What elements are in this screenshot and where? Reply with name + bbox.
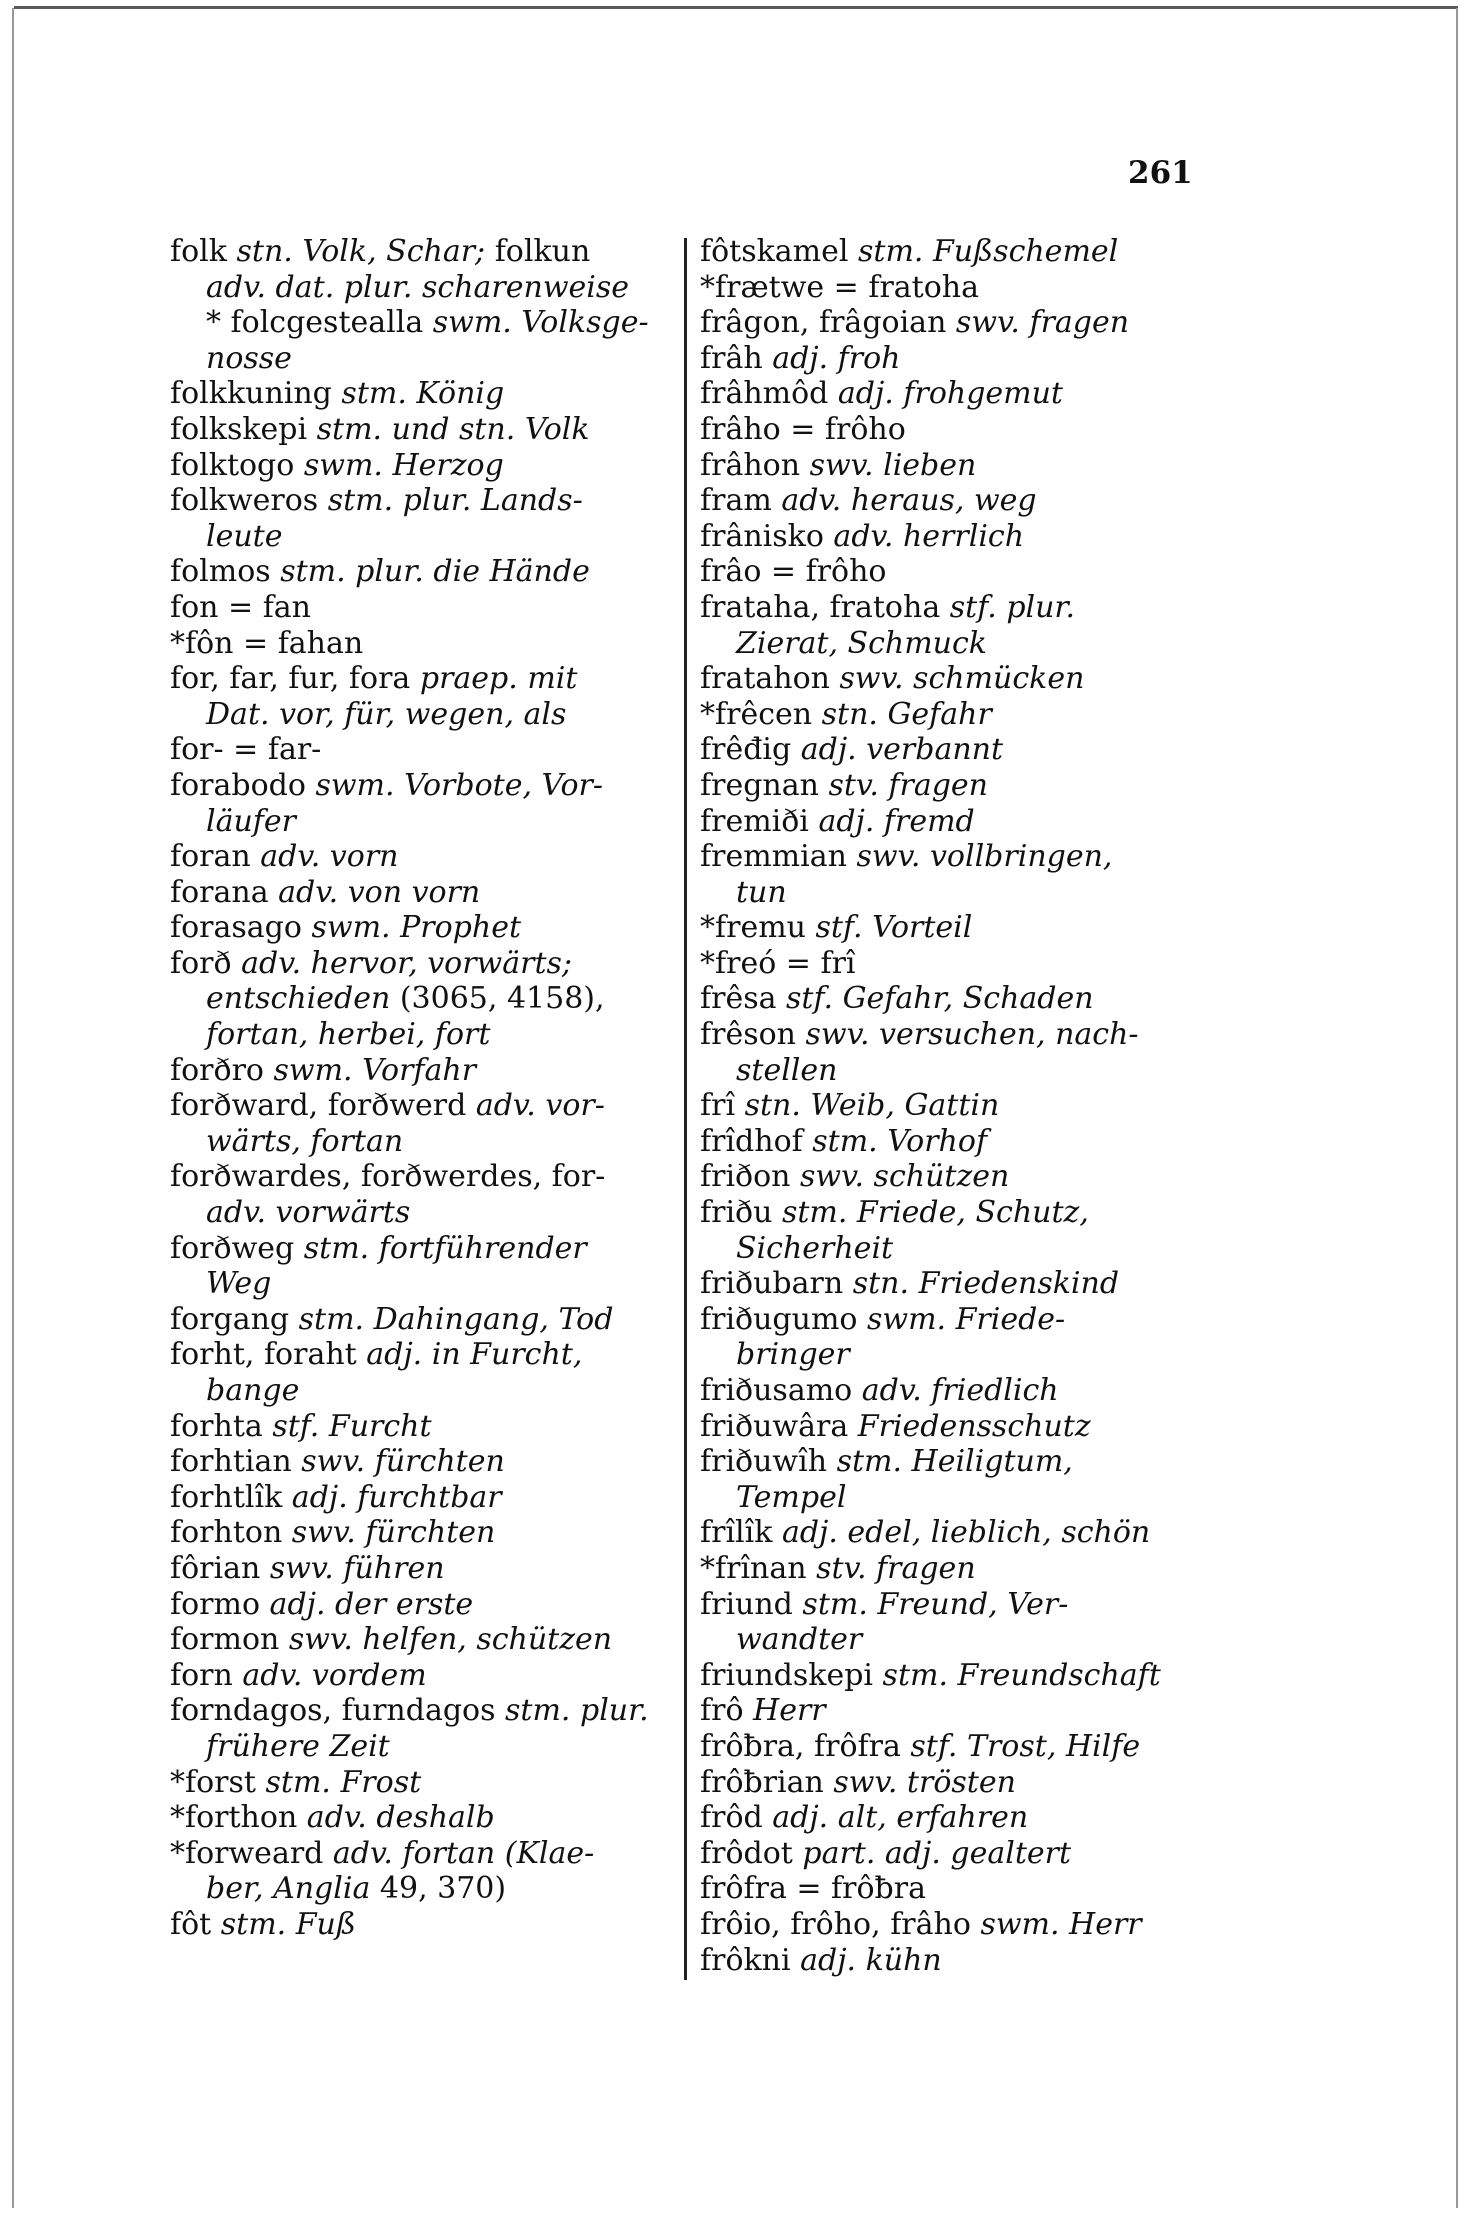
page-right-border bbox=[1456, 8, 1458, 2208]
dictionary-entry bbox=[170, 946, 660, 982]
dictionary-entry bbox=[700, 234, 1200, 270]
entry-headword: *forthon bbox=[170, 1800, 298, 1836]
dictionary-entry bbox=[170, 1765, 660, 1801]
entry-gloss: adv. vorwärts bbox=[206, 1195, 411, 1231]
entry-gloss: adj. fremd bbox=[808, 803, 975, 839]
dictionary-entry bbox=[170, 1551, 660, 1587]
entry-gloss: stm. Fußschemel bbox=[848, 234, 1119, 269]
entry-headword: folmos bbox=[170, 554, 271, 590]
dictionary-entry bbox=[700, 1907, 1200, 1943]
entry-continuation-line bbox=[700, 1053, 1200, 1089]
dictionary-entry bbox=[700, 1587, 1200, 1623]
entry-continuation-line bbox=[170, 270, 660, 306]
entry-gloss: stm. Fuß bbox=[211, 1906, 356, 1942]
entry-headword-secondary: (3065, 4158), bbox=[399, 981, 605, 1017]
entry-gloss: adj. kühn bbox=[790, 1942, 942, 1978]
dictionary-entry bbox=[170, 376, 660, 412]
entry-gloss: Friedensschutz bbox=[848, 1408, 1091, 1444]
entry-headword: *forst bbox=[170, 1764, 256, 1800]
left-column bbox=[170, 234, 660, 1943]
page-left-border bbox=[12, 8, 14, 2208]
entry-gloss: adv. vor- bbox=[466, 1088, 605, 1124]
dictionary-entry bbox=[170, 1693, 660, 1729]
entry-gloss: Tempel bbox=[736, 1479, 847, 1515]
entry-headword: frôdot bbox=[700, 1835, 793, 1871]
dictionary-entry bbox=[700, 270, 1200, 306]
entry-headword: forhton bbox=[170, 1515, 283, 1551]
entry-gloss: swv. schmücken bbox=[829, 661, 1085, 697]
entry-gloss: stv. fragen bbox=[818, 767, 988, 803]
entry-gloss: stm. Friede, Schutz, bbox=[772, 1195, 1089, 1231]
entry-continuation-line bbox=[700, 1337, 1200, 1373]
dictionary-entry bbox=[700, 1302, 1200, 1338]
entry-gloss: stf. Gefahr, Schaden bbox=[776, 981, 1094, 1017]
entry-headword: for, far, fur, fora bbox=[170, 661, 411, 697]
entry-gloss: läufer bbox=[206, 803, 296, 839]
entry-gloss: stm. plur. Lands- bbox=[318, 483, 583, 519]
entry-gloss: stm. Freundschaft bbox=[873, 1657, 1161, 1693]
dictionary-entry bbox=[700, 1943, 1200, 1979]
entry-continuation-line bbox=[700, 1231, 1200, 1267]
entry-gloss: swv. fürchten bbox=[282, 1515, 496, 1551]
entry-gloss: swv. fürchten bbox=[291, 1444, 505, 1480]
dictionary-entry bbox=[700, 483, 1200, 519]
entry-headword: *forweard bbox=[170, 1835, 324, 1871]
entry-headword: forn bbox=[170, 1657, 233, 1693]
entry-headword: formon bbox=[170, 1622, 280, 1658]
entry-gloss: stn. Volk, Schar; bbox=[226, 234, 495, 269]
entry-gloss: adv. dat. plur. scharenweise bbox=[206, 269, 630, 305]
dictionary-entry bbox=[170, 234, 660, 270]
dictionary-entry bbox=[700, 1088, 1200, 1124]
dictionary-entry bbox=[170, 554, 660, 590]
entry-headword: friðuwîh bbox=[700, 1444, 828, 1480]
dictionary-entry bbox=[170, 1444, 660, 1480]
entry-headword: fremiði bbox=[700, 803, 809, 839]
dictionary-entry bbox=[700, 946, 1200, 982]
entry-gloss: adj. frohgemut bbox=[828, 376, 1063, 412]
entry-gloss: adv. fortan (Klae- bbox=[323, 1835, 595, 1871]
entry-gloss: swm. Herzog bbox=[294, 447, 504, 483]
dictionary-entry bbox=[170, 1480, 660, 1516]
entry-headword: friðusamo bbox=[700, 1373, 853, 1408]
entry-headword: frâo = frôho bbox=[700, 554, 887, 590]
entry-gloss: stn. Weib, Gattin bbox=[735, 1088, 1000, 1124]
dictionary-entry bbox=[700, 1515, 1200, 1551]
dictionary-entry bbox=[700, 1765, 1200, 1801]
dictionary-entry bbox=[700, 1658, 1200, 1694]
entry-headword: forð bbox=[170, 945, 232, 981]
entry-gloss: stm. plur. die Hände bbox=[270, 554, 590, 590]
entry-continuation-line bbox=[700, 626, 1200, 662]
dictionary-entry bbox=[700, 1159, 1200, 1195]
entry-gloss: swv. lieben bbox=[800, 447, 977, 483]
dictionary-entry bbox=[700, 305, 1200, 341]
entry-headword: frâho = frôho bbox=[700, 411, 906, 447]
entry-headword: fon = fan bbox=[170, 589, 312, 625]
entry-gloss: fortan, herbei, fort bbox=[206, 1017, 491, 1053]
entry-headword: friðuwâra bbox=[700, 1408, 849, 1444]
entry-gloss: stm. Heiligtum, bbox=[827, 1444, 1073, 1480]
dictionary-entry bbox=[700, 839, 1200, 875]
entry-headword: forasago bbox=[170, 910, 302, 946]
dictionary-entry bbox=[700, 1836, 1200, 1872]
dictionary-entry bbox=[700, 981, 1200, 1017]
entry-gloss: adv. vordem bbox=[232, 1657, 427, 1693]
entry-gloss: ber, Anglia bbox=[206, 1871, 380, 1907]
dictionary-entry bbox=[170, 875, 660, 911]
page-number: 261 bbox=[1128, 155, 1193, 191]
entry-headword: frîlîk bbox=[700, 1515, 773, 1551]
entry-headword: fôt bbox=[170, 1906, 212, 1942]
entry-continuation-line bbox=[170, 1195, 660, 1231]
entry-gloss: stm. Dahingang, Tod bbox=[289, 1301, 614, 1337]
entry-headword: friðu bbox=[700, 1195, 773, 1231]
dictionary-entry bbox=[170, 1053, 660, 1089]
entry-gloss: Zierat, Schmuck bbox=[736, 625, 987, 661]
dictionary-entry bbox=[700, 341, 1200, 377]
entry-continuation-line bbox=[170, 804, 660, 840]
dictionary-entry bbox=[700, 697, 1200, 733]
entry-gloss: swm. Volksge- bbox=[423, 305, 649, 341]
entry-gloss: stv. fragen bbox=[806, 1550, 976, 1586]
entry-gloss: praep. mit bbox=[410, 661, 578, 697]
entry-headword: frêđig bbox=[700, 732, 792, 768]
entry-gloss: swm. Vorfahr bbox=[263, 1052, 477, 1088]
entry-headword: folktogo bbox=[170, 447, 295, 483]
entry-headword: *freó = frî bbox=[700, 945, 856, 981]
entry-gloss: adj. der erste bbox=[260, 1586, 474, 1622]
entry-headword: frâhmôd bbox=[700, 376, 829, 412]
dictionary-entry bbox=[170, 1622, 660, 1658]
entry-headword: frî bbox=[700, 1088, 736, 1124]
dictionary-entry bbox=[170, 1800, 660, 1836]
entry-headword: forhtian bbox=[170, 1444, 292, 1480]
dictionary-entry bbox=[700, 768, 1200, 804]
entry-continuation-line bbox=[170, 519, 660, 555]
dictionary-entry bbox=[170, 590, 660, 626]
dictionary-entry bbox=[170, 1409, 660, 1445]
entry-headword: * folcgestealla bbox=[206, 305, 424, 341]
entry-headword: foran bbox=[170, 839, 251, 875]
entry-headword: forhtlîk bbox=[170, 1479, 283, 1515]
entry-gloss: adj. froh bbox=[762, 340, 901, 376]
dictionary-entry bbox=[700, 910, 1200, 946]
entry-gloss: adj. alt, erfahren bbox=[762, 1800, 1029, 1836]
entry-gloss: swv. vollbringen, bbox=[846, 839, 1113, 875]
dictionary-entry bbox=[170, 1159, 660, 1195]
entry-gloss: Herr bbox=[743, 1693, 826, 1729]
entry-headword: *frêcen bbox=[700, 696, 813, 732]
dictionary-entry bbox=[700, 376, 1200, 412]
entry-headword: forabodo bbox=[170, 767, 306, 803]
entry-headword: frôio, frôho, frâho bbox=[700, 1906, 971, 1942]
entry-headword: forhta bbox=[170, 1408, 263, 1444]
entry-gloss: stf. plur. bbox=[940, 589, 1076, 625]
entry-gloss: adv. vorn bbox=[250, 839, 399, 875]
entry-gloss: stm. plur. bbox=[495, 1693, 649, 1729]
entry-continuation-line bbox=[170, 1729, 660, 1765]
entry-continuation-line bbox=[170, 1124, 660, 1160]
dictionary-entry bbox=[700, 1444, 1200, 1480]
entry-headword: fratahon bbox=[700, 661, 830, 697]
entry-gloss: swv. führen bbox=[260, 1550, 445, 1586]
dictionary-entry bbox=[170, 1836, 660, 1872]
entry-headword: forðro bbox=[170, 1052, 264, 1088]
dictionary-entry bbox=[170, 1515, 660, 1551]
entry-gloss: stm. Vorhof bbox=[802, 1123, 988, 1159]
dictionary-entry bbox=[170, 1231, 660, 1267]
entry-headword: frôƀra, frôfra bbox=[700, 1728, 901, 1764]
entry-headword: frôƀrian bbox=[700, 1764, 824, 1800]
entry-gloss: stf. Trost, Hilfe bbox=[900, 1728, 1141, 1764]
entry-headword: fôtskamel bbox=[700, 234, 849, 269]
dictionary-entry bbox=[170, 839, 660, 875]
entry-headword: *fremu bbox=[700, 910, 806, 946]
entry-gloss: swv. versuchen, nach- bbox=[795, 1017, 1139, 1053]
entry-headword: frô bbox=[700, 1693, 744, 1729]
entry-headword: folkkuning bbox=[170, 376, 332, 412]
entry-gloss: swm. Prophet bbox=[301, 910, 522, 946]
dictionary-entry bbox=[170, 910, 660, 946]
entry-headword: frataha, fratoha bbox=[700, 589, 941, 625]
entry-gloss: adj. in Furcht, bbox=[356, 1337, 583, 1373]
entry-continuation-line bbox=[700, 875, 1200, 911]
entry-headword: forgang bbox=[170, 1301, 290, 1337]
dictionary-entry bbox=[170, 1302, 660, 1338]
entry-headword: folk bbox=[170, 234, 227, 269]
entry-headword: friðubarn bbox=[700, 1266, 844, 1302]
dictionary-entry bbox=[700, 732, 1200, 768]
entry-gloss: stellen bbox=[736, 1052, 838, 1088]
entry-headword: forana bbox=[170, 874, 269, 910]
entry-headword: forndagos, furndagos bbox=[170, 1693, 496, 1729]
entry-headword: frâhon bbox=[700, 447, 801, 483]
entry-gloss: adj. edel, lieblich, schön bbox=[772, 1515, 1151, 1551]
entry-continuation-line bbox=[170, 1266, 660, 1302]
dictionary-entry bbox=[170, 448, 660, 484]
dictionary-entry bbox=[700, 1871, 1200, 1907]
entry-gloss: adv. von vorn bbox=[268, 874, 481, 910]
entry-gloss: bange bbox=[206, 1373, 300, 1408]
dictionary-entry bbox=[700, 590, 1200, 626]
entry-gloss: leute bbox=[206, 518, 283, 554]
entry-gloss: swm. Vorbote, Vor- bbox=[305, 767, 603, 803]
entry-headword: forðweg bbox=[170, 1230, 295, 1266]
dictionary-entry bbox=[700, 412, 1200, 448]
entry-headword: *fôn = fahan bbox=[170, 625, 364, 661]
dictionary-entry bbox=[700, 1017, 1200, 1053]
entry-headword: frânisko bbox=[700, 518, 824, 554]
entry-headword: friundskepi bbox=[700, 1657, 874, 1693]
dictionary-entry bbox=[170, 1587, 660, 1623]
dictionary-entry bbox=[700, 1266, 1200, 1302]
entry-headword: formo bbox=[170, 1586, 261, 1622]
entry-continuation-line bbox=[170, 981, 660, 1017]
entry-headword: frêson bbox=[700, 1017, 796, 1053]
entry-headword: fram bbox=[700, 483, 772, 519]
entry-gloss: adv. friedlich bbox=[852, 1373, 1059, 1408]
entry-headword: friðugumo bbox=[700, 1301, 858, 1337]
entry-headword: fôrian bbox=[170, 1550, 261, 1586]
entry-gloss: stn. Friedenskind bbox=[843, 1266, 1120, 1302]
entry-gloss: wandter bbox=[736, 1622, 863, 1658]
entry-headword: friðon bbox=[700, 1159, 791, 1195]
entry-gloss: entschieden bbox=[206, 981, 400, 1017]
dictionary-entry bbox=[700, 1551, 1200, 1587]
entry-continuation-line bbox=[170, 1871, 660, 1907]
entry-headword: *frînan bbox=[700, 1550, 807, 1586]
right-column bbox=[700, 234, 1200, 1978]
dictionary-entry bbox=[700, 1729, 1200, 1765]
entry-headword: folkskepi bbox=[170, 411, 308, 447]
entry-gloss: Dat. vor, für, wegen, als bbox=[206, 696, 567, 732]
entry-headword: frôfra = frôƀra bbox=[700, 1871, 926, 1907]
entry-gloss: adj. furchtbar bbox=[282, 1479, 502, 1515]
entry-headword: fremmian bbox=[700, 839, 847, 875]
dictionary-entry bbox=[170, 626, 660, 662]
dictionary-entry bbox=[170, 1337, 660, 1373]
dictionary-entry bbox=[700, 448, 1200, 484]
entry-gloss: nosse bbox=[206, 340, 292, 376]
dictionary-entry bbox=[700, 1124, 1200, 1160]
entry-continuation-line bbox=[170, 341, 660, 377]
entry-gloss: swv. trösten bbox=[823, 1764, 1016, 1800]
entry-headword: frôd bbox=[700, 1800, 763, 1836]
entry-gloss: stm. König bbox=[331, 376, 505, 412]
entry-gloss: adv. hervor, vorwärts; bbox=[231, 945, 573, 981]
entry-headword: folkweros bbox=[170, 483, 319, 519]
entry-gloss: adj. verbannt bbox=[791, 732, 1004, 768]
entry-headword: frôkni bbox=[700, 1942, 791, 1978]
entry-headword: frâh bbox=[700, 340, 763, 376]
entry-gloss: part. adj. gealtert bbox=[792, 1835, 1072, 1871]
entry-gloss: stm. und stn. Volk bbox=[307, 411, 590, 447]
entry-gloss: frühere Zeit bbox=[206, 1728, 390, 1764]
entry-gloss: stf. Furcht bbox=[262, 1408, 432, 1444]
entry-gloss: stf. Vorteil bbox=[805, 910, 973, 946]
entry-gloss: swm. Herr bbox=[970, 1906, 1142, 1942]
dictionary-entry bbox=[700, 804, 1200, 840]
dictionary-entry bbox=[700, 554, 1200, 590]
entry-gloss: swv. helfen, schützen bbox=[279, 1622, 613, 1658]
dictionary-entry bbox=[700, 1195, 1200, 1231]
entry-headword: forðwardes, forðwerdes, for- bbox=[170, 1159, 606, 1195]
column-divider bbox=[684, 238, 687, 1980]
dictionary-entry bbox=[700, 1373, 1200, 1409]
dictionary-entry bbox=[170, 1907, 660, 1943]
entry-gloss: Sicherheit bbox=[736, 1230, 894, 1266]
entry-headword: fregnan bbox=[700, 767, 819, 803]
entry-headword: forht, foraht bbox=[170, 1337, 357, 1373]
entry-gloss: adv. deshalb bbox=[297, 1800, 495, 1836]
entry-gloss: bringer bbox=[736, 1337, 850, 1373]
entry-gloss: adv. herrlich bbox=[823, 518, 1025, 554]
entry-headword: for- = far- bbox=[170, 732, 322, 768]
entry-headword-secondary: 49, 370) bbox=[379, 1871, 507, 1907]
entry-headword: *frætwe = fratoha bbox=[700, 269, 979, 305]
entry-gloss: adv. heraus, weg bbox=[771, 483, 1037, 519]
entry-headword: friund bbox=[700, 1586, 793, 1622]
entry-gloss: Weg bbox=[206, 1266, 272, 1302]
entry-continuation-line bbox=[170, 697, 660, 733]
entry-gloss: swv. schützen bbox=[790, 1159, 1010, 1195]
entry-gloss: stm. fortführender bbox=[294, 1230, 587, 1266]
entry-continuation-line bbox=[700, 1480, 1200, 1516]
entry-headword-secondary: folkun bbox=[494, 234, 591, 269]
dictionary-entry bbox=[700, 1693, 1200, 1729]
dictionary-entry bbox=[170, 768, 660, 804]
entry-gloss: stm. Frost bbox=[255, 1764, 422, 1800]
entry-gloss: swm. Friede- bbox=[857, 1301, 1066, 1337]
dictionary-entry bbox=[170, 732, 660, 768]
entry-continuation-line bbox=[170, 305, 660, 341]
dictionary-entry bbox=[700, 519, 1200, 555]
entry-headword: frêsa bbox=[700, 981, 777, 1017]
dictionary-entry bbox=[170, 1088, 660, 1124]
entry-gloss: stn. Gefahr bbox=[812, 696, 992, 732]
entry-gloss: stm. Freund, Ver- bbox=[792, 1586, 1069, 1622]
entry-headword: frâgon, frâgoian bbox=[700, 305, 947, 341]
dictionary-entry bbox=[700, 661, 1200, 697]
dictionary-entry bbox=[170, 412, 660, 448]
dictionary-entry bbox=[170, 1658, 660, 1694]
dictionary-entry bbox=[170, 483, 660, 519]
dictionary-entry bbox=[700, 1800, 1200, 1836]
entry-gloss: wärts, fortan bbox=[206, 1123, 404, 1159]
dictionary-entry bbox=[170, 661, 660, 697]
page-top-border bbox=[14, 6, 1458, 9]
entry-headword: frîdhof bbox=[700, 1123, 803, 1159]
dictionary-entry bbox=[700, 1409, 1200, 1445]
entry-gloss: swv. fragen bbox=[946, 305, 1130, 341]
entry-continuation-line bbox=[170, 1017, 660, 1053]
entry-headword: forðward, forðwerd bbox=[170, 1088, 467, 1124]
entry-continuation-line bbox=[700, 1622, 1200, 1658]
entry-continuation-line bbox=[170, 1373, 660, 1409]
entry-gloss: tun bbox=[736, 874, 787, 910]
